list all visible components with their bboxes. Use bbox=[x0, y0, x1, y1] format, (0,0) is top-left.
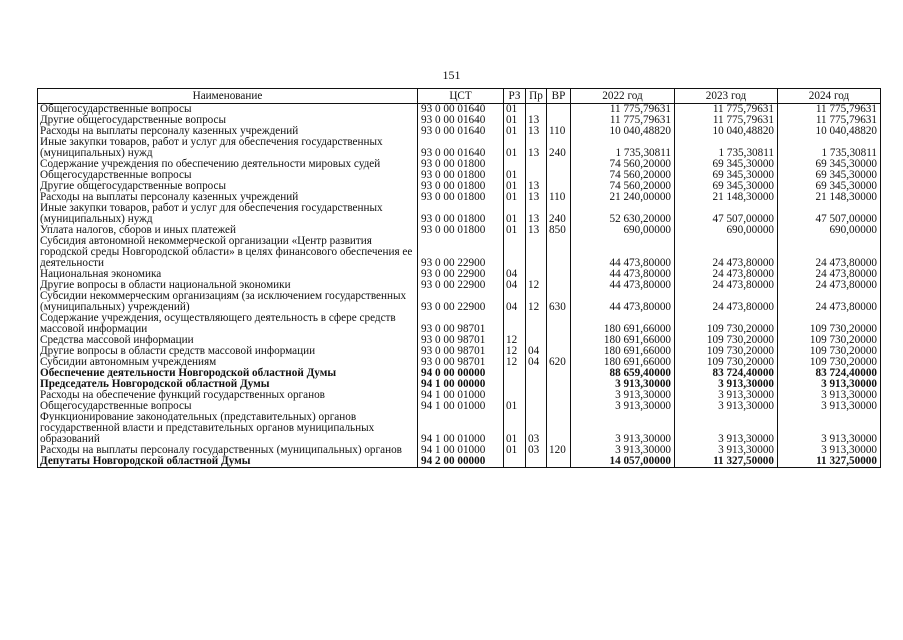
cell-amount-2024: 1 735,30811 bbox=[778, 137, 881, 159]
cell-vr: 120 bbox=[547, 445, 571, 456]
cell-pr: 13 bbox=[526, 137, 547, 159]
cell-csr: 94 0 00 00000 bbox=[418, 368, 504, 379]
cell-vr: 110 bbox=[547, 192, 571, 203]
cell-rz: 01 bbox=[504, 412, 526, 445]
cell-name: Субсидии автономным учреждениям bbox=[38, 357, 418, 368]
cell-name: Содержание учреждения, осуществляющего деятельность в сфере средств массовой информации bbox=[38, 313, 418, 335]
cell-rz: 01 bbox=[504, 401, 526, 412]
table-body bbox=[38, 104, 881, 468]
budget-table bbox=[37, 88, 881, 468]
cell-rz: 12 bbox=[504, 357, 526, 368]
cell-amount-2022: 11 775,79631 bbox=[571, 115, 675, 126]
cell-pr bbox=[526, 456, 547, 468]
cell-amount-2023: 109 730,20000 bbox=[675, 335, 778, 346]
cell-amount-2022: 3 913,30000 bbox=[571, 379, 675, 390]
table-row bbox=[38, 412, 881, 445]
cell-pr: 13 bbox=[526, 225, 547, 236]
cell-pr: 13 bbox=[526, 181, 547, 192]
cell-vr bbox=[547, 170, 571, 181]
cell-amount-2023: 11 775,79631 bbox=[675, 104, 778, 116]
cell-amount-2024: 3 913,30000 bbox=[778, 379, 881, 390]
cell-csr: 93 0 00 01800 bbox=[418, 192, 504, 203]
cell-amount-2023: 24 473,80000 bbox=[675, 291, 778, 313]
cell-amount-2023: 11 327,50000 bbox=[675, 456, 778, 468]
cell-rz bbox=[504, 313, 526, 335]
cell-csr: 93 0 00 98701 bbox=[418, 357, 504, 368]
header-name: Наименование bbox=[38, 89, 418, 104]
cell-amount-2024: 47 507,00000 bbox=[778, 203, 881, 225]
cell-amount-2023: 3 913,30000 bbox=[675, 412, 778, 445]
table-row bbox=[38, 236, 881, 269]
cell-csr: 94 2 00 00000 bbox=[418, 456, 504, 468]
cell-amount-2023: 21 148,30000 bbox=[675, 192, 778, 203]
table-row bbox=[38, 291, 881, 313]
cell-name: Другие вопросы в области национальной экономики bbox=[38, 280, 418, 291]
cell-name: Расходы на выплаты персоналу государственных (муниципальных) органов bbox=[38, 445, 418, 456]
cell-amount-2024: 690,00000 bbox=[778, 225, 881, 236]
cell-amount-2024: 3 913,30000 bbox=[778, 401, 881, 412]
cell-vr bbox=[547, 401, 571, 412]
cell-rz bbox=[504, 236, 526, 269]
cell-vr bbox=[547, 269, 571, 280]
cell-amount-2022: 690,00000 bbox=[571, 225, 675, 236]
cell-amount-2022: 180 691,66000 bbox=[571, 346, 675, 357]
cell-rz: 01 bbox=[504, 225, 526, 236]
cell-vr bbox=[547, 456, 571, 468]
cell-name: Обеспечение деятельности Новгородской областной Думы bbox=[38, 368, 418, 379]
cell-name: Функционирование законодательных (представительных) органов государственной власти и представительных органов муниципальных образований bbox=[38, 412, 418, 445]
cell-pr bbox=[526, 313, 547, 335]
cell-csr: 93 0 00 98701 bbox=[418, 335, 504, 346]
cell-csr: 93 0 00 01640 bbox=[418, 115, 504, 126]
cell-rz: 04 bbox=[504, 280, 526, 291]
cell-csr: 93 0 00 22900 bbox=[418, 269, 504, 280]
cell-amount-2024: 109 730,20000 bbox=[778, 335, 881, 346]
cell-amount-2022: 74 560,20000 bbox=[571, 181, 675, 192]
header-year-2022: 2022 год bbox=[571, 89, 675, 104]
header-year-2023: 2023 год bbox=[675, 89, 778, 104]
cell-amount-2022: 180 691,66000 bbox=[571, 313, 675, 335]
cell-csr: 93 0 00 01800 bbox=[418, 170, 504, 181]
cell-amount-2022: 88 659,40000 bbox=[571, 368, 675, 379]
cell-rz bbox=[504, 368, 526, 379]
cell-rz bbox=[504, 379, 526, 390]
cell-rz: 01 bbox=[504, 104, 526, 116]
cell-amount-2024: 109 730,20000 bbox=[778, 346, 881, 357]
cell-amount-2024: 69 345,30000 bbox=[778, 170, 881, 181]
cell-amount-2022: 3 913,30000 bbox=[571, 412, 675, 445]
cell-amount-2024: 69 345,30000 bbox=[778, 181, 881, 192]
cell-rz: 01 bbox=[504, 115, 526, 126]
cell-amount-2024: 83 724,40000 bbox=[778, 368, 881, 379]
cell-amount-2022: 44 473,80000 bbox=[571, 236, 675, 269]
cell-csr: 93 0 00 98701 bbox=[418, 313, 504, 335]
cell-amount-2022: 3 913,30000 bbox=[571, 445, 675, 456]
cell-amount-2022: 21 240,00000 bbox=[571, 192, 675, 203]
cell-rz bbox=[504, 456, 526, 468]
cell-vr: 850 bbox=[547, 225, 571, 236]
cell-amount-2022: 10 040,48820 bbox=[571, 126, 675, 137]
cell-rz: 01 bbox=[504, 170, 526, 181]
cell-name: Общегосударственные вопросы bbox=[38, 104, 418, 116]
header-year-2024: 2024 год bbox=[778, 89, 881, 104]
cell-amount-2023: 3 913,30000 bbox=[675, 401, 778, 412]
cell-pr: 12 bbox=[526, 280, 547, 291]
cell-amount-2023: 24 473,80000 bbox=[675, 269, 778, 280]
cell-name: Общегосударственные вопросы bbox=[38, 170, 418, 181]
cell-csr: 93 0 00 22900 bbox=[418, 236, 504, 269]
cell-csr: 93 0 00 22900 bbox=[418, 291, 504, 313]
cell-rz: 01 bbox=[504, 203, 526, 225]
table-row bbox=[38, 456, 881, 468]
table-row bbox=[38, 203, 881, 225]
cell-amount-2024: 109 730,20000 bbox=[778, 313, 881, 335]
cell-vr: 630 bbox=[547, 291, 571, 313]
cell-amount-2024: 109 730,20000 bbox=[778, 357, 881, 368]
cell-csr: 93 0 00 98701 bbox=[418, 346, 504, 357]
cell-name: Содержание учреждения по обеспечению деятельности мировых судей bbox=[38, 159, 418, 170]
cell-csr: 93 0 00 01640 bbox=[418, 126, 504, 137]
cell-amount-2023: 24 473,80000 bbox=[675, 236, 778, 269]
cell-csr: 94 1 00 01000 bbox=[418, 445, 504, 456]
cell-amount-2022: 3 913,30000 bbox=[571, 390, 675, 401]
cell-amount-2024: 3 913,30000 bbox=[778, 412, 881, 445]
cell-amount-2022: 44 473,80000 bbox=[571, 280, 675, 291]
header-csr: ЦСТ bbox=[418, 89, 504, 104]
cell-amount-2024: 3 913,30000 bbox=[778, 445, 881, 456]
cell-amount-2023: 109 730,20000 bbox=[675, 357, 778, 368]
cell-rz: 01 bbox=[504, 137, 526, 159]
cell-name: Депутаты Новгородской областной Думы bbox=[38, 456, 418, 468]
cell-amount-2023: 69 345,30000 bbox=[675, 181, 778, 192]
cell-amount-2024: 21 148,30000 bbox=[778, 192, 881, 203]
cell-pr: 13 bbox=[526, 126, 547, 137]
cell-amount-2023: 3 913,30000 bbox=[675, 390, 778, 401]
cell-rz: 04 bbox=[504, 269, 526, 280]
cell-amount-2024: 3 913,30000 bbox=[778, 390, 881, 401]
cell-amount-2023: 1 735,30811 bbox=[675, 137, 778, 159]
table-row bbox=[38, 137, 881, 159]
cell-pr bbox=[526, 159, 547, 170]
page-number: 151 bbox=[442, 68, 461, 82]
cell-csr: 93 0 00 01800 bbox=[418, 159, 504, 170]
cell-rz: 12 bbox=[504, 335, 526, 346]
cell-vr bbox=[547, 236, 571, 269]
cell-amount-2024: 11 775,79631 bbox=[778, 104, 881, 116]
cell-csr: 93 0 00 01800 bbox=[418, 203, 504, 225]
cell-vr bbox=[547, 159, 571, 170]
cell-pr: 12 bbox=[526, 291, 547, 313]
cell-vr: 240 bbox=[547, 137, 571, 159]
cell-amount-2023: 109 730,20000 bbox=[675, 346, 778, 357]
cell-amount-2022: 180 691,66000 bbox=[571, 357, 675, 368]
cell-name: Уплата налогов, сборов и иных платежей bbox=[38, 225, 418, 236]
cell-vr bbox=[547, 104, 571, 116]
cell-name: Средства массовой информации bbox=[38, 335, 418, 346]
cell-amount-2024: 11 775,79631 bbox=[778, 115, 881, 126]
cell-name: Субсидия автономной некоммерческой организации «Центр развития городской среды Новгородской области» в целях финансового обеспечения ее деятельности bbox=[38, 236, 418, 269]
cell-amount-2022: 52 630,20000 bbox=[571, 203, 675, 225]
cell-rz: 01 bbox=[504, 445, 526, 456]
cell-csr: 93 0 00 01640 bbox=[418, 137, 504, 159]
cell-pr bbox=[526, 236, 547, 269]
cell-vr bbox=[547, 280, 571, 291]
cell-amount-2022: 74 560,20000 bbox=[571, 159, 675, 170]
cell-rz: 01 bbox=[504, 192, 526, 203]
cell-rz: 01 bbox=[504, 181, 526, 192]
cell-amount-2023: 109 730,20000 bbox=[675, 313, 778, 335]
cell-amount-2024: 24 473,80000 bbox=[778, 269, 881, 280]
cell-csr: 94 1 00 01000 bbox=[418, 390, 504, 401]
cell-amount-2023: 690,00000 bbox=[675, 225, 778, 236]
cell-amount-2024: 10 040,48820 bbox=[778, 126, 881, 137]
cell-pr: 13 bbox=[526, 192, 547, 203]
cell-amount-2022: 1 735,30811 bbox=[571, 137, 675, 159]
cell-name: Общегосударственные вопросы bbox=[38, 401, 418, 412]
cell-amount-2022: 11 775,79631 bbox=[571, 104, 675, 116]
cell-amount-2022: 180 691,66000 bbox=[571, 335, 675, 346]
cell-amount-2023: 83 724,40000 bbox=[675, 368, 778, 379]
cell-rz: 01 bbox=[504, 126, 526, 137]
cell-pr: 04 bbox=[526, 357, 547, 368]
cell-pr: 13 bbox=[526, 115, 547, 126]
cell-amount-2024: 24 473,80000 bbox=[778, 280, 881, 291]
cell-pr: 04 bbox=[526, 346, 547, 357]
cell-pr bbox=[526, 368, 547, 379]
cell-amount-2024: 24 473,80000 bbox=[778, 236, 881, 269]
table-row bbox=[38, 313, 881, 335]
cell-pr bbox=[526, 379, 547, 390]
cell-name: Иные закупки товаров, работ и услуг для обеспечения государственных (муниципальных) нужд bbox=[38, 203, 418, 225]
cell-vr bbox=[547, 335, 571, 346]
cell-amount-2022: 44 473,80000 bbox=[571, 269, 675, 280]
cell-name: Национальная экономика bbox=[38, 269, 418, 280]
cell-amount-2023: 11 775,79631 bbox=[675, 115, 778, 126]
cell-name: Расходы на выплаты персоналу казенных учреждений bbox=[38, 126, 418, 137]
cell-amount-2022: 74 560,20000 bbox=[571, 170, 675, 181]
cell-pr: 03 bbox=[526, 445, 547, 456]
header-rz: РЗ bbox=[504, 89, 526, 104]
cell-amount-2023: 69 345,30000 bbox=[675, 170, 778, 181]
cell-amount-2023: 47 507,00000 bbox=[675, 203, 778, 225]
cell-vr: 620 bbox=[547, 357, 571, 368]
cell-pr bbox=[526, 401, 547, 412]
table-header-row bbox=[38, 89, 881, 104]
cell-amount-2024: 24 473,80000 bbox=[778, 291, 881, 313]
cell-pr bbox=[526, 390, 547, 401]
header-pr: Пр bbox=[526, 89, 547, 104]
cell-name: Расходы на обеспечение функций государственных органов bbox=[38, 390, 418, 401]
cell-name: Субсидии некоммерческим организациям (за исключением государственных (муниципальных) учреждений) bbox=[38, 291, 418, 313]
cell-amount-2023: 69 345,30000 bbox=[675, 159, 778, 170]
cell-amount-2024: 69 345,30000 bbox=[778, 159, 881, 170]
cell-name: Расходы на выплаты персоналу казенных учреждений bbox=[38, 192, 418, 203]
cell-vr bbox=[547, 379, 571, 390]
cell-pr: 03 bbox=[526, 412, 547, 445]
cell-vr bbox=[547, 412, 571, 445]
cell-csr: 94 1 00 00000 bbox=[418, 379, 504, 390]
header-vr: ВР bbox=[547, 89, 571, 104]
cell-name: Другие вопросы в области средств массовой информации bbox=[38, 346, 418, 357]
cell-csr: 93 0 00 22900 bbox=[418, 280, 504, 291]
cell-vr: 240 bbox=[547, 203, 571, 225]
cell-csr: 93 0 00 01640 bbox=[418, 104, 504, 116]
cell-csr: 94 1 00 01000 bbox=[418, 401, 504, 412]
cell-amount-2023: 10 040,48820 bbox=[675, 126, 778, 137]
cell-name: Иные закупки товаров, работ и услуг для обеспечения государственных (муниципальных) нужд bbox=[38, 137, 418, 159]
cell-name: Председатель Новгородской областной Думы bbox=[38, 379, 418, 390]
cell-amount-2023: 3 913,30000 bbox=[675, 445, 778, 456]
cell-vr bbox=[547, 368, 571, 379]
cell-amount-2022: 14 057,00000 bbox=[571, 456, 675, 468]
cell-amount-2022: 3 913,30000 bbox=[571, 401, 675, 412]
cell-amount-2023: 24 473,80000 bbox=[675, 280, 778, 291]
cell-amount-2023: 3 913,30000 bbox=[675, 379, 778, 390]
cell-csr: 94 1 00 01000 bbox=[418, 412, 504, 445]
cell-amount-2022: 44 473,80000 bbox=[571, 291, 675, 313]
cell-pr: 13 bbox=[526, 203, 547, 225]
cell-amount-2024: 11 327,50000 bbox=[778, 456, 881, 468]
cell-csr: 93 0 00 01800 bbox=[418, 225, 504, 236]
cell-vr bbox=[547, 313, 571, 335]
cell-vr: 110 bbox=[547, 126, 571, 137]
cell-name: Другие общегосударственные вопросы bbox=[38, 181, 418, 192]
cell-vr bbox=[547, 390, 571, 401]
cell-rz: 12 bbox=[504, 346, 526, 357]
cell-rz: 04 bbox=[504, 291, 526, 313]
cell-csr: 93 0 00 01800 bbox=[418, 181, 504, 192]
cell-name: Другие общегосударственные вопросы bbox=[38, 115, 418, 126]
